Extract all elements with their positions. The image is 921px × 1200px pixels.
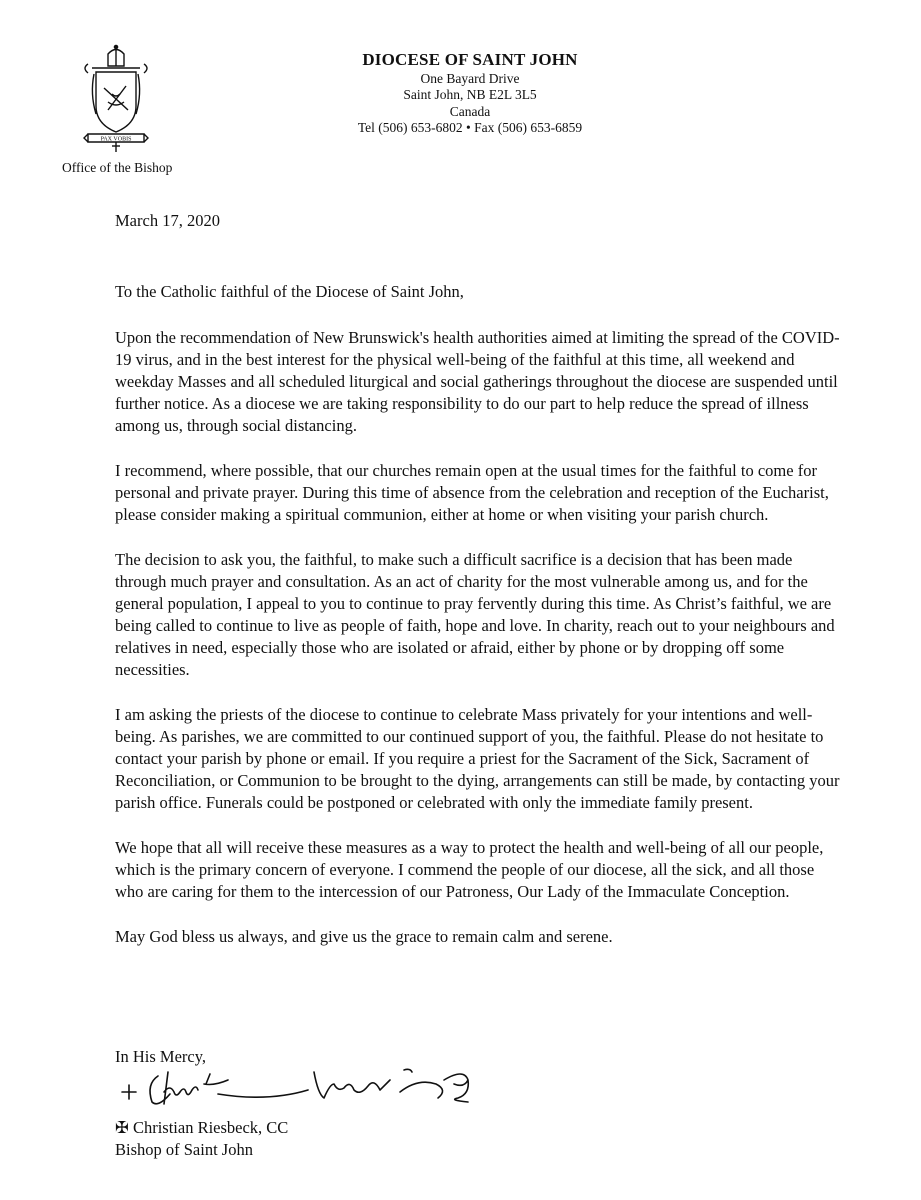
signer-title: Bishop of Saint John — [115, 1140, 253, 1159]
letterhead — [320, 50, 620, 137]
salutation: To the Catholic faithful of the Diocese of Saint John, — [115, 282, 464, 301]
address-country: Canada — [449, 103, 491, 119]
paragraph: Upon the recommendation of New Brunswick's health authorities aimed at limiting the spread of the COVID-19 virus, and in the best interest for the physical well-being of the faithful at this time, all weekend and weekday Masses and all scheduled liturgical and social gatherings throughout the diocese are suspended until further notice. As a diocese we are taking responsibility to do our part to help reduce the spread of illness among us, through social distancing. — [115, 328, 840, 435]
handwritten-signature-icon — [118, 1054, 498, 1114]
letter-date: March 17, 2020 — [115, 211, 220, 230]
crest-motto: PAX VOBIS — [100, 136, 132, 143]
contact-line: Tel (506) 653-6802 • Fax (506) 653-6859 — [357, 120, 583, 136]
paragraph: I am asking the priests of the diocese to continue to celebrate Mass privately for your intentions and well-being. As parishes, we are committed to our continued support of you, the faithful. Please do not hesitate to contact your parish by phone or email. If you require a priest for the Sacrament of the Sick, Sacrament of Reconciliation, or Communion to be brought to the dying, arrangements can still be made, by contacting your parish office. Funerals could be postponed or celebrated with only the immediate family present. — [115, 705, 840, 812]
address-line-2: Saint John, NB E2L 3L5 — [403, 87, 537, 103]
diocese-title: DIOCESE OF SAINT JOHN — [362, 50, 578, 69]
closing: In His Mercy, — [115, 1047, 207, 1066]
paragraph: We hope that all will receive these measures as a way to protect the health and well-being of all our people, which is the primary concern of everyone. I commend the people of our diocese, all the sick, and all those who are caring for them to the intercession of our Patroness, Our Lady of the Immaculate Conception. — [115, 838, 824, 901]
paragraph: The decision to ask you, the faithful, to make such a difficult sacrifice is a decision that has been made through much prayer and consultation. As an act of charity for the most vulnerable among us, and for the general population, I appeal to you to continue to pray fervently during this time. As Christ’s faithful, we are being called to continue to live as people of faith, hope and love. In charity, reach out to your neighbours and relatives in need, especially those who are isolated or afraid, either by phone or by dropping off some necessities. — [115, 550, 835, 679]
diocese-crest-icon — [78, 44, 154, 154]
signer-name: ✠ Christian Riesbeck, CC — [115, 1118, 289, 1137]
letter-body — [115, 281, 845, 971]
address-line-1: One Bayard Drive — [420, 70, 520, 86]
paragraph: May God bless us always, and give us the grace to remain calm and serene. — [115, 927, 613, 946]
paragraph: I recommend, where possible, that our churches remain open at the usual times for the faithful to come for personal and private prayer. During this time of absence from the celebration and reception of the Eucharist, please consider making a spiritual communion, either at home or when visiting your parish church. — [115, 461, 829, 524]
signer-block — [115, 1117, 288, 1161]
office-of-bishop-label: Office of the Bishop — [62, 160, 173, 175]
